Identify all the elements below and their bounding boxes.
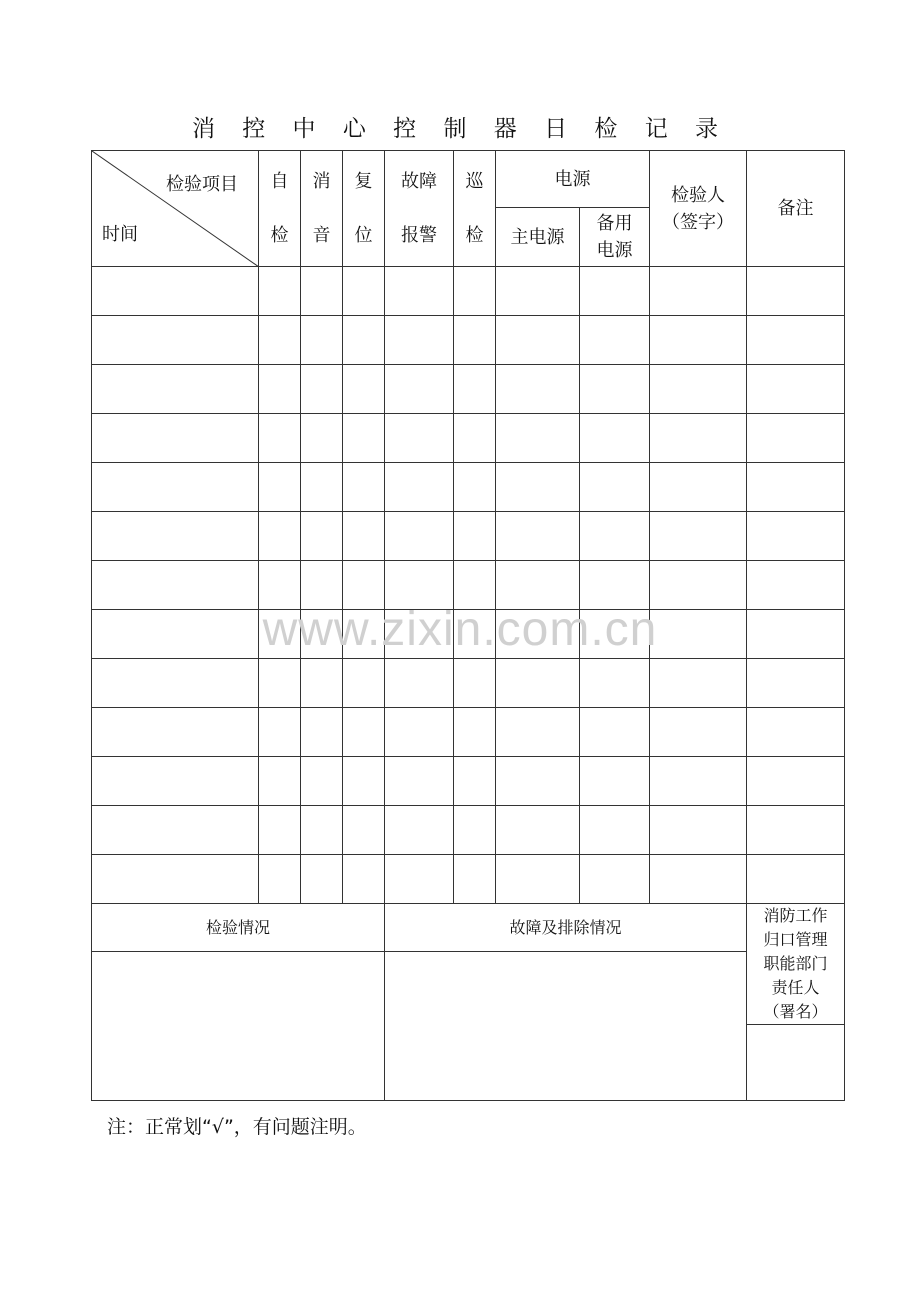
log-cell[interactable] [259,806,301,855]
log-cell[interactable] [747,316,845,365]
log-cell[interactable] [496,463,580,512]
log-cell[interactable] [343,463,385,512]
log-cell[interactable] [580,512,650,561]
log-cell[interactable] [259,463,301,512]
log-cell[interactable] [496,512,580,561]
log-cell[interactable] [496,855,580,904]
log-cell[interactable] [301,463,343,512]
note-text: 注：正常划“√”，有问题注明。 [107,1116,367,1138]
col-inspector: 检验人 （签字） [650,151,747,267]
log-cell[interactable] [92,316,259,365]
log-cell[interactable] [454,365,496,414]
log-cell[interactable] [747,463,845,512]
log-cell[interactable] [385,463,454,512]
log-cell[interactable] [747,414,845,463]
log-cell[interactable] [92,806,259,855]
log-cell[interactable] [343,806,385,855]
log-cell[interactable] [343,414,385,463]
responsible-signature-input[interactable] [747,1025,845,1101]
log-cell[interactable] [650,316,747,365]
log-cell[interactable] [454,267,496,316]
log-cell[interactable] [301,512,343,561]
log-cell[interactable] [92,708,259,757]
log-row [92,806,845,855]
log-cell[interactable] [580,708,650,757]
log-cell[interactable] [259,757,301,806]
diagonal-header-cell [92,151,259,267]
log-cell[interactable] [650,855,747,904]
log-cell[interactable] [650,757,747,806]
log-cell[interactable] [301,806,343,855]
log-row [92,414,845,463]
log-cell[interactable] [650,414,747,463]
time-label: 时间 [102,224,138,245]
col-power: 电源 [496,151,650,208]
col-backup-power: 备用 电源 [580,208,650,267]
log-cell[interactable] [747,708,845,757]
log-cell[interactable] [259,512,301,561]
log-cell[interactable] [92,463,259,512]
col-self-check: 自 检 [259,151,301,267]
col-silence: 消 音 [301,151,343,267]
log-cell[interactable] [454,806,496,855]
log-cell[interactable] [259,316,301,365]
log-cell[interactable] [580,414,650,463]
watermark: www.zixin.com.cn [262,603,658,656]
log-row [92,512,845,561]
log-cell[interactable] [454,708,496,757]
log-row [92,365,845,414]
log-cell[interactable] [343,512,385,561]
col-fault-alarm: 故障 报警 [385,151,454,267]
log-cell[interactable] [259,414,301,463]
log-cell[interactable] [747,757,845,806]
log-cell[interactable] [650,806,747,855]
log-cell[interactable] [747,806,845,855]
log-cell[interactable] [301,365,343,414]
log-cell[interactable] [650,463,747,512]
log-cell[interactable] [496,659,580,708]
log-cell[interactable] [454,855,496,904]
inspection-status-header: 检验情况 [92,904,385,952]
log-row [92,267,845,316]
check-item-label: 检验项目 [166,174,238,195]
log-cell[interactable] [385,512,454,561]
log-cell[interactable] [747,659,845,708]
log-cell[interactable] [92,267,259,316]
log-cell[interactable] [343,757,385,806]
fault-handling-input[interactable] [385,952,747,1101]
log-cell[interactable] [650,267,747,316]
log-cell[interactable] [92,855,259,904]
log-cell[interactable] [650,365,747,414]
inspection-status-input[interactable] [92,952,385,1101]
log-cell[interactable] [650,708,747,757]
log-cell[interactable] [454,316,496,365]
log-cell[interactable] [580,267,650,316]
log-cell[interactable] [454,757,496,806]
log-cell[interactable] [385,365,454,414]
log-cell[interactable] [385,855,454,904]
log-cell[interactable] [385,806,454,855]
log-cell[interactable] [343,708,385,757]
log-cell[interactable] [650,659,747,708]
log-row [92,463,845,512]
log-cell[interactable] [301,757,343,806]
col-remarks: 备注 [747,151,845,267]
log-cell[interactable] [747,855,845,904]
log-cell[interactable] [747,365,845,414]
log-row [92,855,845,904]
log-cell[interactable] [454,463,496,512]
log-cell[interactable] [259,855,301,904]
log-cell[interactable] [92,414,259,463]
log-row [92,708,845,757]
log-cell[interactable] [747,267,845,316]
log-cell[interactable] [259,659,301,708]
diagonal-line [92,151,259,267]
log-cell[interactable] [496,267,580,316]
col-main-power: 主电源 [496,208,580,267]
log-cell[interactable] [385,659,454,708]
log-row [92,316,845,365]
log-cell[interactable] [496,414,580,463]
log-cell[interactable] [454,414,496,463]
log-cell[interactable] [454,512,496,561]
log-cell[interactable] [301,855,343,904]
log-cell[interactable] [301,708,343,757]
log-cell[interactable] [496,316,580,365]
log-cell[interactable] [496,708,580,757]
log-cell[interactable] [385,267,454,316]
log-cell[interactable] [92,757,259,806]
log-cell[interactable] [92,512,259,561]
log-cell[interactable] [580,855,650,904]
log-cell[interactable] [343,267,385,316]
log-cell[interactable] [747,512,845,561]
col-patrol: 巡 检 [454,151,496,267]
log-cell[interactable] [496,757,580,806]
log-cell[interactable] [385,414,454,463]
log-cell[interactable] [385,708,454,757]
log-cell[interactable] [92,659,259,708]
log-cell[interactable] [580,757,650,806]
col-reset: 复 位 [343,151,385,267]
log-cell[interactable] [496,365,580,414]
log-row [92,659,845,708]
page-title: 消 控 中 心 控 制 器 日 检 记 录 [191,116,729,142]
log-cell[interactable] [301,414,343,463]
responsible-dept-cell: 消防工作 归口管理 职能部门 责任人 （署名） [747,904,845,1025]
log-cell[interactable] [259,267,301,316]
log-cell[interactable] [301,316,343,365]
log-cell[interactable] [385,757,454,806]
log-cell[interactable] [301,267,343,316]
fault-handling-header: 故障及排除情况 [385,904,747,952]
log-cell[interactable] [259,365,301,414]
log-cell[interactable] [580,316,650,365]
log-cell[interactable] [580,365,650,414]
log-cell[interactable] [650,512,747,561]
log-cell[interactable] [343,659,385,708]
log-cell[interactable] [496,806,580,855]
log-cell[interactable] [92,365,259,414]
log-cell[interactable] [580,659,650,708]
log-cell[interactable] [343,316,385,365]
log-cell[interactable] [343,855,385,904]
log-row [92,757,845,806]
log-cell[interactable] [343,365,385,414]
log-cell[interactable] [454,659,496,708]
log-cell[interactable] [385,316,454,365]
log-cell[interactable] [301,659,343,708]
log-cell[interactable] [580,463,650,512]
log-cell[interactable] [580,806,650,855]
log-cell[interactable] [259,708,301,757]
